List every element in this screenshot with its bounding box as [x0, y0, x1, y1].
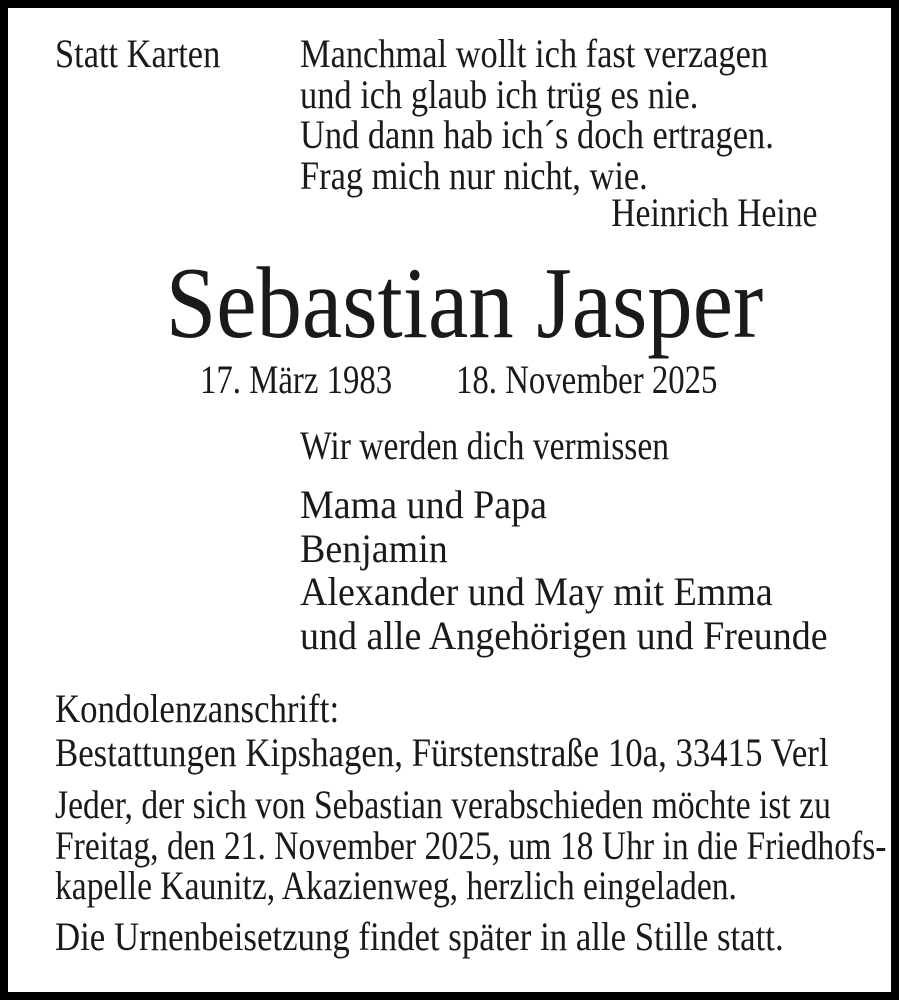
mourner-line: Alexander und May mit Emma: [300, 569, 773, 614]
mourner-line: und alle Angehörigen und Freunde: [300, 612, 828, 658]
service-line: Freitag, den 21. November 2025, um 18 Uhr in die Friedhofs-: [55, 822, 887, 868]
mourner-line: Mama und Papa: [300, 482, 547, 527]
birth-date: 17. März 1983: [200, 357, 393, 402]
service-line: Jeder, der sich von Sebastian verabschieden möchte ist zu: [55, 782, 831, 827]
poem-author: Heinrich Heine: [610, 190, 817, 235]
poem-line: und ich glaub ich trüg es nie.: [300, 71, 699, 117]
deceased-name: Sebastian Jasper: [165, 247, 764, 360]
condolence-block: [55, 687, 829, 775]
mourners-list: [300, 483, 828, 657]
death-date: 18. November 2025: [456, 357, 718, 402]
service-line: kapelle Kaunitz, Akazienweg, herzlich eingeladen.: [55, 863, 737, 908]
farewell-line: Wir werden dich vermissen: [300, 423, 670, 468]
poem-line: Frag mich nur nicht, wie.: [300, 152, 648, 198]
poem: [300, 31, 774, 198]
mourner-line: Benjamin: [300, 525, 448, 571]
poem-line: Manchmal wollt ich fast verzagen: [300, 31, 769, 76]
burial-note: Die Urnenbeisetzung findet später in alle Stille statt.: [55, 914, 784, 959]
service-invitation: [55, 782, 887, 908]
condolence-label: Kondolenzanschrift:: [55, 686, 340, 731]
statt-karten-label: Statt Karten: [55, 31, 221, 76]
condolence-address: Bestattungen Kipshagen, Fürstenstraße 10a, 33415 Verl: [55, 730, 829, 775]
life-dates: [0, 357, 899, 402]
poem-line: Und dann hab ich´s doch ertragen.: [300, 112, 774, 157]
